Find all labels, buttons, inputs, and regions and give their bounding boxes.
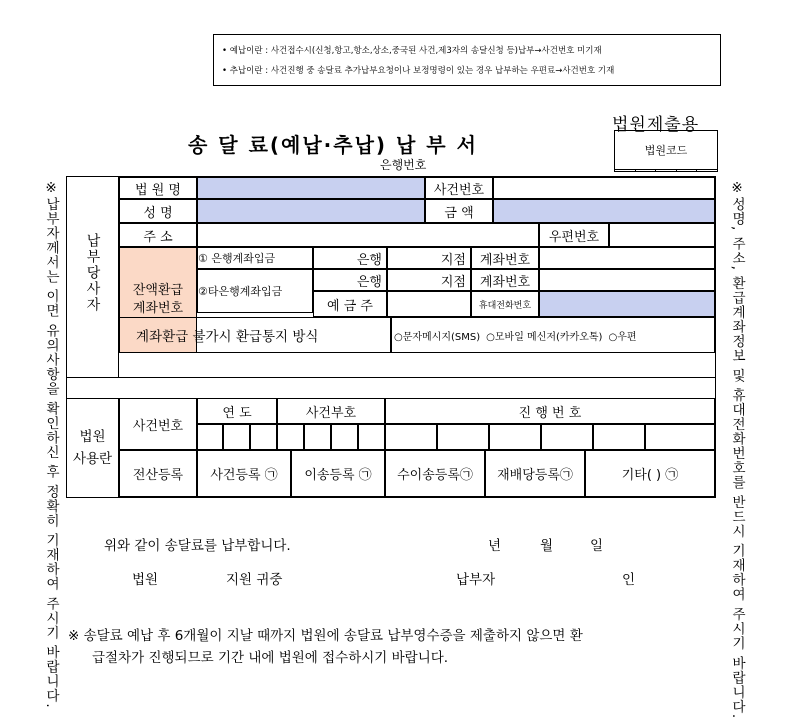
- court-code-label: 법원코드: [615, 131, 718, 170]
- account-field-1[interactable]: [539, 247, 715, 269]
- account-field-2[interactable]: [539, 269, 715, 291]
- reg-case[interactable]: 사건등록 ㉠: [197, 450, 291, 497]
- progress-number-label: 진 행 번 호: [385, 398, 715, 424]
- footnote-line-2: 급절차가 진행되므로 기간 내에 법원에 접수하시기 바랍니다.: [92, 650, 449, 666]
- statement: 위와 같이 송달료를 납부합니다.: [104, 538, 291, 554]
- court-code-box: [614, 130, 718, 172]
- case-digit-box[interactable]: [331, 424, 358, 450]
- case-digit-box[interactable]: [250, 424, 277, 450]
- submission-label: 법원제출용: [612, 115, 700, 135]
- bank-number-label: 은행번호: [380, 158, 427, 172]
- court-code-digit[interactable]: [697, 169, 718, 171]
- case-digit-box[interactable]: [437, 424, 489, 450]
- notice-additional: • 추납이란 : 사건진행 중 송달료 추가납부요청이나 보정명령이 있는 경우 납부하는 우편료→사건번호 기재: [222, 66, 615, 76]
- amount-label: 금 액: [425, 199, 493, 223]
- reg-redistribute[interactable]: 재배당등록㉠: [485, 450, 585, 497]
- name-field[interactable]: [197, 199, 425, 223]
- method-kakao-option[interactable]: ○모바일 메신저(카카오톡): [486, 331, 603, 343]
- postal-label: 우편번호: [539, 223, 609, 247]
- case-digit-box[interactable]: [541, 424, 593, 450]
- payment-form: [66, 176, 716, 498]
- registry-label: 전산등록: [119, 450, 197, 497]
- bank-label-1: 은행: [313, 247, 387, 269]
- case-digit-box[interactable]: [489, 424, 541, 450]
- payer-section-text: 납부당사자: [84, 232, 101, 313]
- refund-method-options: [391, 317, 715, 353]
- case-digit-box[interactable]: [223, 424, 250, 450]
- mobile-label: 휴대전화번호: [471, 291, 539, 317]
- option-other-bank[interactable]: ②타은행계좌입금: [197, 269, 313, 313]
- depositor-field[interactable]: [387, 291, 471, 317]
- date-year: 년: [488, 538, 502, 554]
- payer-sign: 납부자: [456, 572, 496, 588]
- reg-other[interactable]: 기타( ) ㉠: [585, 450, 715, 497]
- branch-label-2: 지점: [387, 269, 471, 291]
- case-digit-box[interactable]: [385, 424, 437, 450]
- notice-box: [213, 34, 721, 86]
- reg-transfer[interactable]: 이송등록 ㉠: [291, 450, 385, 497]
- option-bank-deposit[interactable]: ① 은행계좌입금: [197, 247, 313, 269]
- footnote-line-1: ※ 송달료 예납 후 6개월이 지날 때까지 법원에 송달료 납부영수증을 제출하지 않으면 환: [68, 628, 583, 644]
- branch-sign: 지원 귀중: [226, 572, 283, 588]
- case-digit-box[interactable]: [304, 424, 331, 450]
- notice-prepay: • 예납이란 : 사건접수시(신청,항고,항소,상소,중국된 사건,제3자의 송달신청 등)납부→사건번호 미기재: [222, 46, 602, 56]
- court-name-label: 법 원 명: [119, 177, 197, 199]
- date-month: 월: [540, 538, 554, 554]
- court-use-text: 법원 사용란: [72, 428, 113, 467]
- case-digit-box[interactable]: [277, 424, 304, 450]
- refund-account-text: 잔액환급 계좌번호: [132, 283, 184, 316]
- account-label-1: 계좌번호: [471, 247, 539, 269]
- case-digit-box[interactable]: [358, 424, 385, 450]
- court-code-digit[interactable]: [656, 169, 677, 171]
- case-digit-box[interactable]: [197, 424, 223, 450]
- court-code-digit[interactable]: [635, 169, 656, 171]
- method-sms-option[interactable]: ○문자메시지(SMS): [394, 331, 481, 343]
- account-label-2: 계좌번호: [471, 269, 539, 291]
- reg-remittance[interactable]: 수이송등록㉠: [385, 450, 485, 497]
- form-title: 송 달 료(예납·추납) 납 부 서: [188, 133, 478, 157]
- refund-notice-label: 계좌환급 불가시 환급통지 방식: [119, 317, 391, 353]
- court-name-field[interactable]: [197, 177, 425, 199]
- section-divider: [67, 377, 715, 378]
- address-label: 주 소: [119, 223, 197, 247]
- left-side-notice: ※납부자께서는 이면 유의사항을 확인하신 후 정확히 기재하여 주시기 바랍니다.: [43, 180, 59, 709]
- payer-section-label: [67, 177, 119, 377]
- court-code-digit[interactable]: [615, 169, 636, 171]
- case-symbol-label: 사건부호: [277, 398, 385, 424]
- case-digit-box[interactable]: [593, 424, 645, 450]
- address-field[interactable]: [197, 223, 539, 247]
- court-case-number-label: 사건번호: [119, 398, 197, 450]
- mobile-field[interactable]: [539, 291, 715, 317]
- date-day: 일: [590, 538, 604, 554]
- right-side-notice: ※성명, 주소, 환급계좌정보 및 휴대전화번호를 반드시 기재하여 주시기 바랍니다.: [729, 180, 745, 719]
- seal-mark: 인: [622, 572, 636, 588]
- case-digit-box[interactable]: [645, 424, 715, 450]
- branch-label-1: 지점: [387, 247, 471, 269]
- court-code-digit[interactable]: [676, 169, 697, 171]
- bank-label-2: 은행: [313, 269, 387, 291]
- amount-field[interactable]: [493, 199, 715, 223]
- court-use-label: [67, 398, 119, 497]
- year-label: 연 도: [197, 398, 277, 424]
- depositor-label: 예 금 주: [313, 291, 387, 317]
- digit-row: [197, 424, 715, 450]
- method-post-option[interactable]: ○우편: [608, 331, 637, 343]
- case-number-label: 사건번호: [425, 177, 493, 199]
- name-label: 성 명: [119, 199, 197, 223]
- case-number-field[interactable]: [493, 177, 715, 199]
- postal-field[interactable]: [609, 223, 715, 247]
- court-sign: 법원: [132, 572, 159, 588]
